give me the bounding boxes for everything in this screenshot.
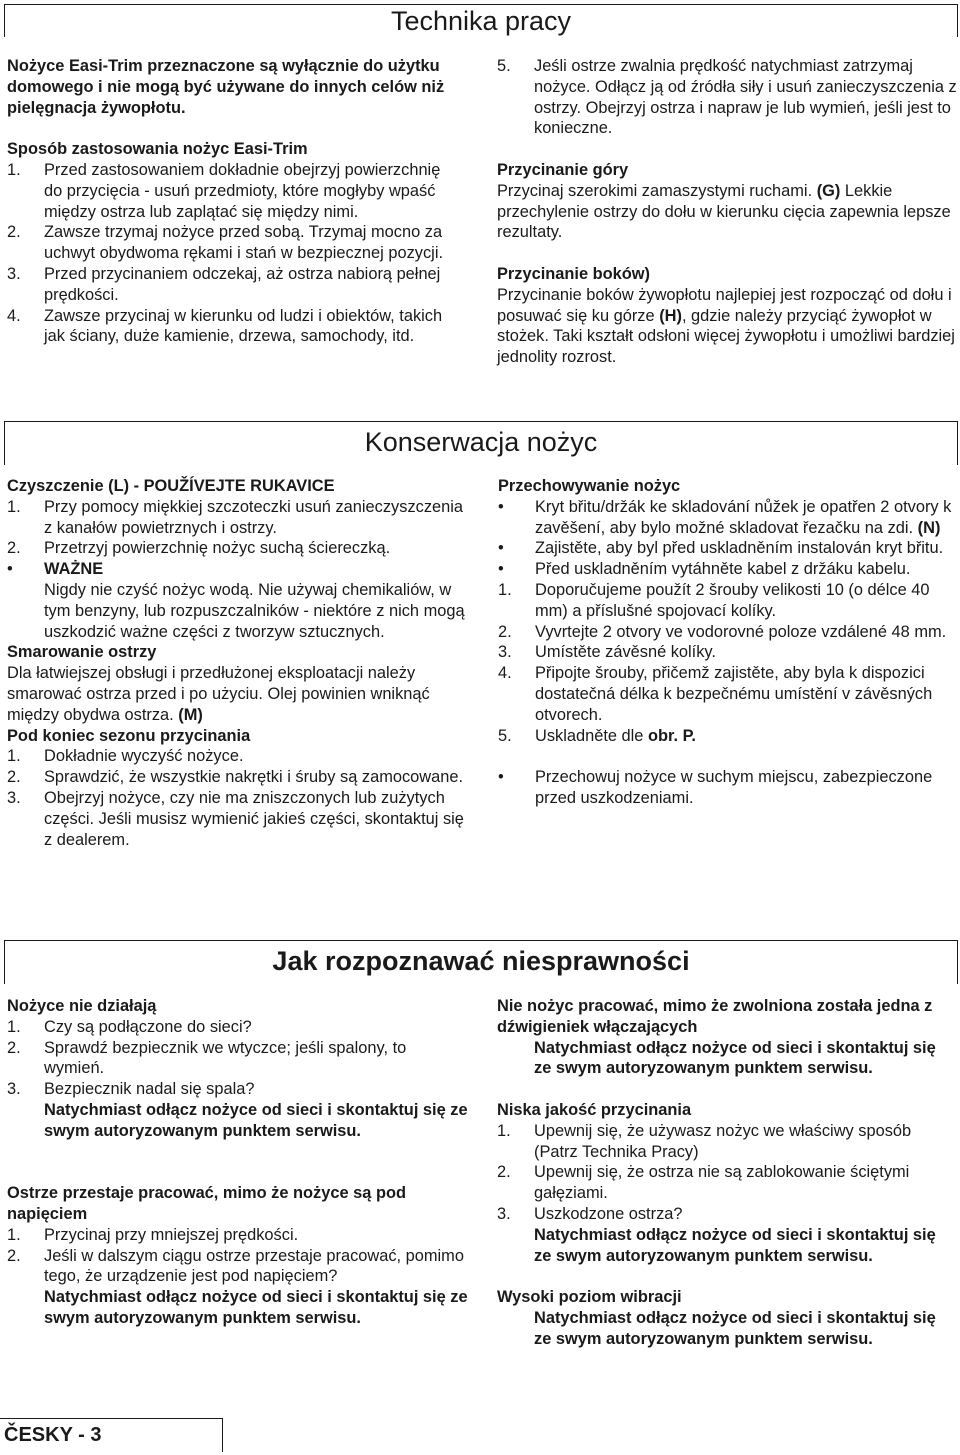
cleaning-title: Czyszczenie (L) - POUŽÍVEJTE RUKAVICE	[7, 477, 335, 495]
problem-2-step-1	[7, 1225, 469, 1246]
heading-troubleshooting	[4, 940, 958, 984]
problem-1-title: Nożyce nie działają	[7, 997, 157, 1015]
problem-4-step-3	[497, 1204, 957, 1225]
konserwacja-left-column	[7, 476, 472, 850]
step-text: Upewnij się, że używasz nożyc we właściwy sposób (Patrz Technika Pracy)	[534, 1121, 912, 1161]
storage-bullet-1	[498, 497, 957, 539]
step-text: Uskladněte dle	[535, 726, 644, 745]
technika-right-column	[497, 56, 957, 368]
side-trim-text	[497, 285, 957, 368]
step-text: Sprawdź bezpiecznik we wtyczce; jeśli spalony, to wymień.	[44, 1038, 407, 1078]
storage-title: Przechowywanie nożyc	[498, 477, 681, 495]
problem-4-action: Natychmiast odłącz nożyce od sieci i skontaktuj się ze swym autoryzowanym punktem serwisu.	[534, 1225, 936, 1265]
step-number: 4.	[7, 306, 21, 325]
step-number: 2.	[7, 1246, 21, 1265]
lubrication-title: Smarowanie ostrzy	[7, 643, 157, 662]
step-text: Připojte šrouby, přičemž zajistěte, aby byla k dispozici dostatečná délka k bezpečnému umístění v závěsných otvorech.	[535, 664, 933, 724]
step-number: 1.	[7, 747, 21, 766]
important-text: Nigdy nie czyść nożyc wodą. Nie używaj chemikaliów, w tym benzyny, lub rozpuszczalników - niektóre z nich mogą uszkodzić ważne części z tworzyw sztucznych.	[44, 580, 465, 641]
step-text: Jeśli ostrze zwalnia prędkość natychmiast zatrzymaj nożyce. Odłącz ją od źródła siły i usuń zanieczyszczenia z ostrzy. Obejrzyj ostrza i napraw je lub wymień, jeśli jest to konieczne.	[534, 57, 957, 138]
heading-technika-pracy: Technika pracy	[4, 4, 958, 37]
heading-konserwacja-text: Konserwacja nożyc	[364, 427, 598, 457]
step-number: 3.	[498, 643, 512, 662]
step-number: 5.	[497, 57, 511, 75]
step-number: 1.	[7, 160, 21, 179]
top-trim-text-b: Lekkie przechylenie ostrzy do dołu w kierunku cięcia zapewnia lepsze rezultaty.	[497, 181, 951, 242]
important-bullet	[7, 559, 472, 580]
storage-step-1	[498, 580, 957, 622]
step-number: 3.	[497, 1204, 511, 1223]
figure-ref-m: (M)	[178, 705, 203, 724]
season-end-title: Pod koniec sezonu przycinania	[7, 726, 251, 745]
step-text: Umístěte závěsné kolíky.	[535, 643, 716, 662]
step-number: 1.	[7, 1225, 21, 1244]
figure-ref-g: (G)	[816, 181, 841, 200]
problem-3-title: Nie nożyc pracować, mimo że zwolniona została jedna z dźwigieniek włączających	[497, 997, 933, 1036]
step-text: Zawsze trzymaj nożyce przed sobą. Trzymaj mocno za uchwyt obydwoma rękami i stań w bezpiecznej pozycji.	[44, 223, 444, 263]
heading-konserwacja	[4, 421, 958, 465]
problem-1-step-2	[7, 1038, 469, 1080]
step-text: Przycinaj przy mniejszej prędkości.	[44, 1225, 299, 1244]
step-text: Zawsze przycinaj w kierunku od ludzi i obiektów, takich jak ściany, duże kamienie, drzewa, samochody, itd.	[44, 306, 443, 346]
step-text: Jeśli w dalszym ciągu ostrze przestaje pracować, pomimo tego, że urządzenie jest pod napięciem?	[44, 1246, 464, 1286]
problem-5-action: Natychmiast odłącz nożyce od sieci i skontaktuj się ze swym autoryzowanym punktem serwisu.	[534, 1308, 936, 1348]
step-number: 4.	[498, 664, 512, 683]
page-label-footer	[0, 1418, 223, 1452]
storage-step-5	[498, 726, 957, 747]
step-text: Doporučujeme použít 2 šrouby velikosti 10 (o délce 40 mm) a příslušné spojovací kolíky.	[535, 580, 930, 620]
important-title: WAŻNE	[44, 560, 104, 579]
figure-ref-n: (N)	[917, 518, 941, 537]
season-step-1	[7, 746, 472, 767]
lubrication-text	[7, 663, 472, 725]
problem-2-step-2	[7, 1246, 469, 1288]
step-number: 2.	[7, 223, 21, 242]
storage-bullet-3	[498, 559, 957, 580]
storage-step-2	[498, 622, 957, 643]
technika-left-column	[7, 56, 462, 347]
lubrication-text-body: Dla łatwiejszej obsługi i przedłużonej eksploatacji należy smarować ostrza przed i po użyciu. Olej powinien wniknąć między obydwa ostrza.	[7, 664, 430, 724]
bullet-icon: •	[498, 497, 504, 516]
problem-1-step-3	[7, 1079, 469, 1100]
figure-ref-h: (H)	[659, 306, 682, 325]
step-number: 2.	[7, 768, 21, 787]
step-number: 2.	[497, 1163, 511, 1182]
bullet-icon: •	[498, 539, 504, 558]
troubleshooting-right-column	[497, 996, 957, 1350]
step-number: 1.	[497, 1121, 511, 1140]
storage-step-4	[498, 663, 957, 725]
intro-text: Nożyce Easi-Trim przeznaczone są wyłącznie do użytku domowego i nie mogą być używane do innych celów niż pielęgnacja żywopłotu.	[7, 57, 445, 117]
top-trim-text-a: Przycinaj szerokimi zamaszystymi ruchami.	[497, 181, 813, 200]
usage-title: Sposób zastosowania nożyc Easi-Trim	[7, 140, 308, 159]
figure-ref-p: obr. P.	[648, 726, 696, 745]
step-number: 2.	[498, 622, 512, 641]
troubleshooting-left-column	[7, 996, 469, 1329]
konserwacja-right-column	[498, 476, 957, 809]
step-text: Sprawdzić, że wszystkie nakrętki i śruby są zamocowane.	[44, 768, 464, 787]
side-trim-text-b: , gdzie należy przyciąć żywopłot w stożek. Taki kształt odsłoni więcej żywopłotu i umożliwi bardziej jednolity rozrost.	[497, 306, 955, 367]
problem-4-step-1	[497, 1121, 957, 1163]
bullet-text: Przechowuj nożyce w suchym miejscu, zabezpieczone przed uszkodzeniami.	[535, 768, 933, 807]
cleaning-step-2	[7, 538, 472, 559]
bullet-icon: •	[498, 768, 504, 787]
storage-bullet-2	[498, 538, 957, 559]
storage-bullet-dry	[498, 767, 957, 809]
top-trim-text	[497, 181, 957, 243]
step-number: 3.	[7, 264, 21, 283]
bullet-icon: •	[7, 560, 13, 579]
usage-step-1	[7, 160, 462, 222]
step-number: 1.	[7, 1017, 21, 1036]
step-number: 1.	[7, 497, 21, 516]
step-text: Vyvrtejte 2 otvory ve vodorovné poloze vzdálené 48 mm.	[535, 622, 947, 641]
bullet-text: Před uskladněním vytáhněte kabel z držáku kabelu.	[535, 560, 911, 579]
step-text: Przed przycinaniem odczekaj, aż ostrza nabiorą pełnej prędkości.	[44, 264, 441, 304]
bullet-text: Zajistěte, aby byl před uskladněním instalován kryt břitu.	[535, 539, 944, 558]
top-trim-title: Przycinanie góry	[497, 160, 629, 179]
step-number: 1.	[498, 580, 512, 599]
storage-step-3	[498, 642, 957, 663]
usage-step-4	[7, 306, 462, 348]
step-number: 3.	[7, 788, 21, 807]
season-step-2	[7, 767, 472, 788]
step-text: Czy są podłączone do sieci?	[44, 1017, 252, 1036]
step-number: 2.	[7, 1038, 21, 1057]
problem-3-action: Natychmiast odłącz nożyce od sieci i skontaktuj się ze swym autoryzowanym punktem serwisu.	[534, 1038, 936, 1078]
usage-step-5	[497, 56, 957, 139]
season-step-3	[7, 788, 472, 850]
bullet-icon: •	[498, 560, 504, 579]
step-text: Przy pomocy miękkiej szczoteczki usuń zanieczyszczenia z kanałów powietrznych i ostrzy.	[44, 497, 464, 537]
problem-5-title: Wysoki poziom wibracji	[497, 1288, 682, 1307]
step-text: Przed zastosowaniem dokładnie obejrzyj powierzchnię do przycięcia - usuń przedmioty, które mogłyby wpaść między ostrza lub zaplątać się między nimi.	[44, 160, 441, 221]
page-label: ČESKY - 3	[4, 1424, 102, 1446]
step-text: Uszkodzone ostrza?	[534, 1204, 683, 1223]
step-text: Przetrzyj powierzchnię nożyc suchą ściereczką.	[44, 539, 391, 558]
side-trim-title: Przycinanie boków)	[497, 264, 651, 283]
heading-troubleshooting-text: Jak rozpoznawać niesprawności	[272, 946, 690, 976]
step-text: Obejrzyj nożyce, czy nie ma zniszczonych lub zużytych części. Jeśli musisz wymienić jakieś części, skontaktuj się z dealerem.	[44, 788, 464, 849]
problem-4-title: Niska jakość przycinania	[497, 1100, 692, 1119]
step-number: 2.	[7, 539, 21, 558]
step-text: Upewnij się, że ostrza nie są zablokowanie ściętymi gałęziami.	[534, 1163, 910, 1203]
usage-step-2	[7, 222, 462, 264]
step-number: 5.	[498, 726, 512, 745]
problem-1-step-1	[7, 1017, 469, 1038]
problem-4-step-2	[497, 1162, 957, 1204]
usage-step-3	[7, 264, 462, 306]
step-number: 3.	[7, 1080, 21, 1099]
problem-2-title: Ostrze przestaje pracować, mimo że nożyce są pod napięciem	[7, 1184, 406, 1223]
problem-1-action: Natychmiast odłącz nożyce od sieci i skontaktuj się ze swym autoryzowanym punktem serwisu.	[44, 1100, 468, 1140]
problem-2-action: Natychmiast odłącz nożyce od sieci i skontaktuj się ze swym autoryzowanym punktem serwisu.	[44, 1288, 468, 1327]
side-trim-text-a: Przycinanie boków żywopłotu najlepiej jest rozpocząć od dołu i posuwać się ku górze	[497, 285, 952, 325]
step-text: Dokładnie wyczyść nożyce.	[44, 747, 244, 766]
bullet-text: Kryt břitu/držák ke skladování nůžek je opatřen 2 otvory k zavěšení, aby bylo možné skladovat řezačku na zdi.	[535, 497, 952, 537]
cleaning-step-1	[7, 497, 472, 539]
step-text: Bezpiecznik nadal się spala?	[44, 1080, 255, 1099]
